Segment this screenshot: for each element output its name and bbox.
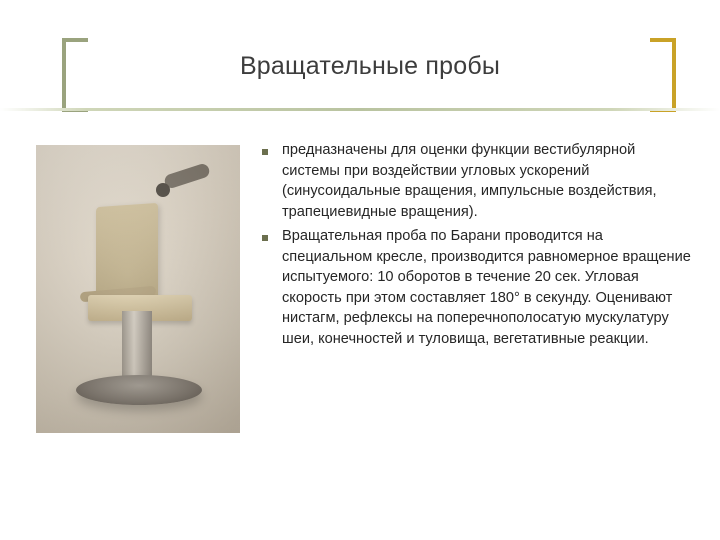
square-bullet-icon: [262, 149, 268, 155]
bullet-list: [262, 140, 692, 353]
square-bullet-icon: [262, 235, 268, 241]
list-item-text: Вращательная проба по Барани проводится на специальном кресле, производится равномерное вращение испытуемого: 10 оборотов в течение 20 сек. Угловая скорость при этом составляет 180° в секунду. Оценивают нистагм, рефлексы на поперечнополосатую мускулатуру шеи, конечностей и туловища, вегетативные реакции.: [282, 228, 691, 347]
list-item-text: предназначены для оценки функции вестибулярной системы при воздействии угловых ускорений (синусоидальные вращения, импульсные воздействия, трапециевидные вращения).: [282, 142, 657, 220]
photo-vignette: [36, 145, 240, 433]
list-item: [262, 226, 692, 349]
slide-title: Вращательные пробы: [239, 52, 501, 80]
decorative-bracket-left: [62, 38, 88, 112]
list-item: [262, 140, 692, 222]
title-divider: [0, 108, 720, 111]
chair-photo: [36, 145, 240, 433]
decorative-bracket-right: [650, 38, 676, 112]
